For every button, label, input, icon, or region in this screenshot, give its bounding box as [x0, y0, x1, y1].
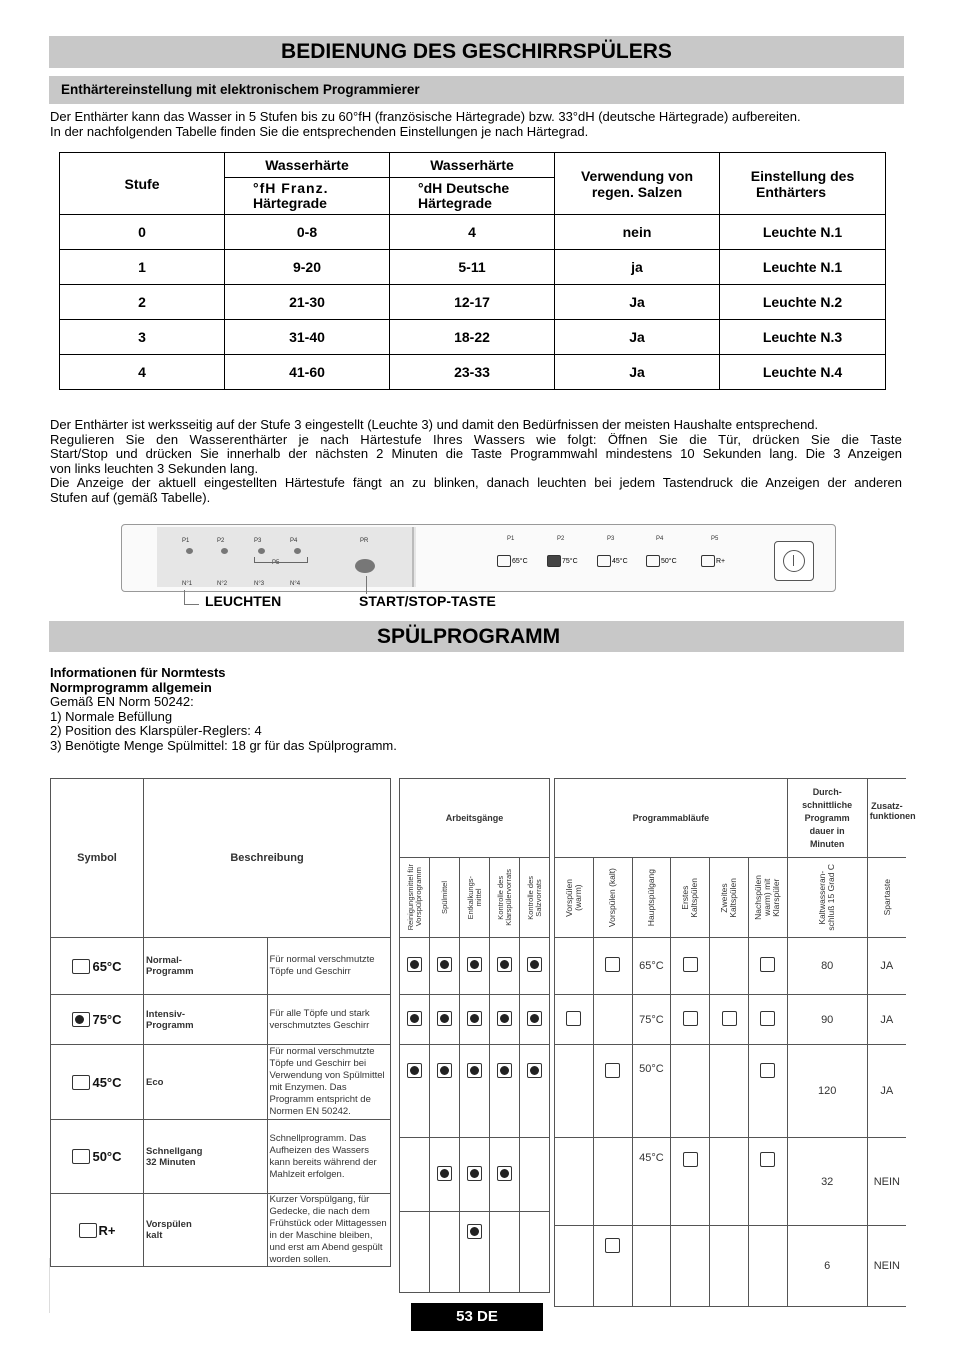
header-einst-line: Einstellung des: [750, 167, 855, 184]
program-name: Schnellgang 32 Minuten: [144, 1120, 268, 1194]
arbeitsgang-label: Entkalkungs- mittel: [465, 875, 483, 920]
arbeitsgang-cell: [490, 995, 520, 1045]
panel-divider: [412, 527, 414, 587]
table-row: [60, 285, 886, 320]
arbeitsgang-cell: [430, 1138, 460, 1212]
arbeitsgang-cell: [490, 1138, 520, 1212]
checkmark-icon: [467, 957, 482, 972]
program-icon: [497, 555, 511, 567]
table-row: [555, 1138, 907, 1226]
ablauf-header: [632, 858, 671, 938]
empty-box-icon: [760, 957, 775, 972]
program-description: Schnellprogramm. Das Aufheizen des Wassers kann bereits während der Mahlzeit erfolgen.: [267, 1120, 391, 1194]
arbeitsgang-header: [400, 858, 430, 938]
arbeitsgang-label: Reinigungsmittel für Vorspülprogramm: [405, 864, 423, 931]
power-icon: [783, 550, 805, 572]
program-symbol-icon: [72, 1075, 90, 1090]
table-cell: Ja: [555, 320, 720, 355]
table-cell: nein: [555, 215, 720, 250]
led-label: P4: [290, 538, 298, 544]
header-dauer: Durch- schnittliche Programm dauer in Minuten: [787, 779, 867, 858]
program-table-description: [50, 778, 391, 1267]
symbol-cell: [51, 995, 144, 1045]
header-fh-line: Härtegrade: [253, 195, 327, 211]
empty-box-icon: [605, 957, 620, 972]
table-row: [51, 995, 391, 1045]
table-row: [400, 1138, 550, 1212]
start-stop-button[interactable]: [355, 559, 375, 573]
header-wasserhaerte-fh: Wasserhärte: [225, 153, 390, 178]
arbeitsgang-cell: [400, 938, 430, 995]
header-wasserhaerte-dh: Wasserhärte: [390, 153, 555, 178]
ablauf-label: Hauptspülgang: [645, 868, 656, 927]
ablauf-cell: [671, 1138, 710, 1226]
program-temp: 75°C: [562, 558, 578, 565]
program-description: Für normal verschmutzte Töpfe und Geschirr: [267, 938, 391, 995]
arbeitsgang-cell: [430, 938, 460, 995]
arbeitsgang-cell: [430, 1212, 460, 1293]
header-dh-units: [390, 178, 555, 215]
table-row: [51, 1194, 391, 1267]
leuchten-pointer: [184, 590, 199, 605]
norm-line: 3) Benötigte Menge Spülmittel: 18 gr für das Spülprogramm.: [50, 737, 397, 753]
table-row: [400, 779, 550, 858]
program-temp: 65°C: [512, 558, 528, 565]
body-text: [50, 418, 902, 505]
ablauf-header: [593, 858, 632, 938]
ablauf-cell: [671, 1226, 710, 1307]
table-cell: Ja: [555, 355, 720, 390]
ablauf-label: Zweites Kaltspülen: [719, 877, 739, 918]
led-number: N°1: [182, 581, 193, 587]
table-row: [555, 995, 907, 1045]
ablauf-header: [671, 858, 710, 938]
empty-box-icon: [683, 1152, 698, 1167]
program-symbol-icon: [72, 1149, 90, 1164]
ablauf-label: Vorspülen (warm): [563, 878, 583, 917]
table-row: [400, 858, 550, 938]
table-cell: 9-20: [225, 250, 390, 285]
checkmark-icon: [527, 1011, 542, 1026]
table-row: [60, 250, 886, 285]
header-arbeitsgaenge: Arbeitsgänge: [400, 779, 550, 858]
checkmark-icon: [437, 957, 452, 972]
arbeitsgang-cell: [460, 1212, 490, 1293]
header-einstellung: [720, 153, 886, 215]
ablauf-cell: [671, 995, 710, 1045]
symbol-cell: [51, 938, 144, 995]
program-name: Eco: [144, 1045, 268, 1120]
program-temp: 45°C: [612, 558, 628, 565]
table-cell: 41-60: [225, 355, 390, 390]
program-description: Für normal verschmutzte Töpfe und Geschirr bei Verwendung von Spülmittel mit Enzymen. Das Programm entspricht de Normen EN 50242.: [267, 1045, 391, 1120]
program-table-ablaeufe: [554, 778, 916, 1307]
ablauf-cell: [593, 995, 632, 1045]
arbeitsgang-cell: [520, 1212, 550, 1293]
table-cell: 2: [60, 285, 225, 320]
program-icon: [597, 555, 611, 567]
led-indicator: [186, 548, 193, 554]
ablauf-cell: [593, 1045, 632, 1138]
header-dh-line: °dH Deutsche: [418, 180, 510, 196]
header-fh-line: °fH Franz.: [253, 180, 329, 196]
arbeitsgang-label: Spülmittel: [439, 881, 449, 914]
table-row: [400, 938, 550, 995]
power-button[interactable]: [774, 541, 814, 581]
program-duration: 6: [787, 1226, 867, 1307]
program-symbol-icon: [72, 1012, 90, 1027]
table-row: [555, 858, 907, 938]
main-wash-temp: 65°C: [639, 960, 664, 972]
table-cell: 0-8: [225, 215, 390, 250]
ablauf-cell: [593, 1138, 632, 1226]
ablauf-cell: [593, 938, 632, 995]
table-row: [555, 1226, 907, 1307]
program-description: Für alle Töpfe und stark verschmutztes Geschirr: [267, 995, 391, 1045]
checkmark-icon: [407, 1011, 422, 1026]
main-wash-temp: 50°C: [639, 1063, 664, 1075]
led-label: P1: [182, 538, 190, 544]
table-cell: 5-11: [390, 250, 555, 285]
program-symbol-temp: 45°C: [92, 1074, 122, 1090]
arbeitsgang-cell: [400, 1212, 430, 1293]
table-cell: 3: [60, 320, 225, 355]
table-cell: 1: [60, 250, 225, 285]
header-einst-line: Enthärters: [756, 183, 827, 200]
table-cell: Leuchte N.1: [720, 250, 886, 285]
ablauf-cell: [710, 995, 749, 1045]
program-label: P2: [557, 536, 565, 542]
p5-label: P5: [272, 560, 280, 566]
ablauf-label: Erstes Kaltspülen: [680, 877, 700, 918]
ablauf-cell: [555, 938, 594, 995]
ablauf-cell: [748, 1045, 787, 1138]
program-symbol-temp: 50°C: [92, 1149, 122, 1164]
program-duration: 120: [787, 1045, 867, 1138]
main-wash-temp: 45°C: [639, 1152, 664, 1164]
empty-box-icon: [760, 1063, 775, 1078]
table-row: [400, 1212, 550, 1293]
ablauf-cell: [748, 938, 787, 995]
pr-label: PR: [360, 538, 369, 544]
program-symbol-temp: 65°C: [92, 958, 122, 974]
zusatz-label: Spartaste: [881, 879, 892, 916]
ablauf-cell: [748, 995, 787, 1045]
table-cell: Leuchte N.1: [720, 215, 886, 250]
empty-box-icon: [566, 1011, 581, 1026]
table-cell: 21-30: [225, 285, 390, 320]
arbeitsgang-cell: [430, 995, 460, 1045]
arbeitsgang-cell: [490, 1045, 520, 1138]
program-name: Normal- Programm: [144, 938, 268, 995]
table-cell: Leuchte N.2: [720, 285, 886, 320]
table-cell: 4: [390, 215, 555, 250]
table-row: [400, 1045, 550, 1138]
norm-line: 1) Normale Befüllung: [50, 708, 173, 724]
ablauf-cell: [710, 1138, 749, 1226]
program-name: Vorspülen kalt: [144, 1194, 268, 1267]
body-line: Regulieren Sie den Wasserenthärter je nach Härtestufe Ihres Wassers wie folgt: Öffnen Sie die Tür, drücken Sie die Taste: [50, 431, 902, 447]
program-temp: 50°C: [661, 558, 677, 565]
led-label: P2: [217, 538, 225, 544]
checkmark-icon: [437, 1011, 452, 1026]
table-cell: 12-17: [390, 285, 555, 320]
section-title-bar-2: [49, 621, 904, 652]
program-icon: [701, 555, 715, 567]
checkmark-icon: [437, 1166, 452, 1181]
program-duration: 90: [787, 995, 867, 1045]
table-cell: 18-22: [390, 320, 555, 355]
checkmark-icon: [497, 1063, 512, 1078]
ablauf-cell: [632, 995, 671, 1045]
table-row: [400, 995, 550, 1045]
body-line: Der Enthärter ist werksseitig auf der Stufe 3 eingestellt (Leuchte 3) und damit den Bedürfnissen der meisten Haushalte entsprechend.: [50, 417, 819, 432]
body-line: von links leuchten 3 Sekunden lang.: [50, 460, 259, 476]
table-cell: Leuchte N.3: [720, 320, 886, 355]
header-stufe: Stufe: [60, 153, 225, 215]
header-programmablaeufe: Programmabläufe: [555, 779, 788, 858]
table-cell: 31-40: [225, 320, 390, 355]
left-edge-line: [49, 1258, 50, 1313]
page-number: 53 DE: [411, 1303, 543, 1331]
led-number: N°2: [217, 581, 228, 587]
checkmark-icon: [467, 1063, 482, 1078]
led-indicator: [258, 548, 265, 554]
program-sparfunktion: JA: [867, 995, 906, 1045]
program-label: P4: [656, 536, 664, 542]
arbeitsgang-cell: [490, 1212, 520, 1293]
ablauf-cell: [671, 1045, 710, 1138]
empty-box-icon: [683, 957, 698, 972]
checkmark-icon: [407, 957, 422, 972]
ablauf-header: [748, 858, 787, 938]
ablauf-cell: [710, 1226, 749, 1307]
checkmark-icon: [467, 1166, 482, 1181]
arbeitsgang-cell: [400, 1138, 430, 1212]
section-title: BEDIENUNG DES GESCHIRRSPÜLERS: [281, 40, 672, 63]
header-zusatz: Zusatz- funktionen: [867, 779, 906, 858]
empty-box-icon: [605, 1063, 620, 1078]
program-table-arbeitsgaenge: [399, 778, 550, 1293]
symbol-cell: [51, 1194, 144, 1267]
checkmark-icon: [407, 1063, 422, 1078]
arbeitsgang-cell: [400, 1045, 430, 1138]
table-row: [51, 1045, 391, 1120]
body-line: Stufen auf (gemäß Tabelle).: [50, 489, 211, 505]
program-table: [50, 778, 916, 1272]
control-panel: [121, 524, 836, 592]
program-icon: [646, 555, 660, 567]
arbeitsgang-cell: [460, 1138, 490, 1212]
led-indicator: [294, 548, 301, 554]
ablauf-cell: [748, 1138, 787, 1226]
arbeitsgang-label: Kontrolle des Klarspülervorrats: [495, 869, 513, 926]
program-icon: [547, 555, 561, 567]
led-label: P3: [254, 538, 262, 544]
checkmark-icon: [497, 1166, 512, 1181]
symbol-cell: [51, 1045, 144, 1120]
program-label: P1: [507, 536, 515, 542]
norm-line: 2) Position des Klarspüler-Reglers: 4: [50, 723, 262, 738]
empty-box-icon: [683, 1011, 698, 1026]
table-row: [555, 1045, 907, 1138]
norm-heading: Normprogramm allgemein: [50, 679, 212, 695]
ablauf-cell: [555, 1138, 594, 1226]
header-salz-line: Verwendung von: [580, 167, 693, 184]
symbol-cell: [51, 1120, 144, 1194]
ablauf-cell: [710, 938, 749, 995]
header-description: Beschreibung: [144, 779, 391, 938]
table-cell: Ja: [555, 285, 720, 320]
table-row: [555, 779, 907, 858]
table-cell: 4: [60, 355, 225, 390]
ablauf-header: [555, 858, 594, 938]
program-duration: 80: [787, 938, 867, 995]
program-name: Intensiv- Programm: [144, 995, 268, 1045]
table-cell: Leuchte N.4: [720, 355, 886, 390]
arbeitsgang-cell: [460, 938, 490, 995]
p5-bracket: [254, 557, 308, 563]
empty-box-icon: [760, 1011, 775, 1026]
intro-text: [50, 110, 910, 139]
table-row: [51, 1120, 391, 1194]
start-stop-caption: START/STOP-TASTE: [359, 593, 496, 609]
checkmark-icon: [527, 957, 542, 972]
arbeitsgang-header: [490, 858, 520, 938]
arbeitsgang-cell: [520, 938, 550, 995]
body-line: Start/Stop und drücken Sie innerhalb der nächsten 2 Minuten die Taste Programmwahl mindestens 10 Sekunden lang. Die 3 Anzeigen: [50, 446, 902, 461]
table-row: [60, 355, 886, 390]
header-salz-line: regen. Salzen: [591, 183, 683, 200]
program-sparfunktion: NEIN: [867, 1226, 906, 1307]
ablauf-label: Nachspülen warm) mit Klarspüler: [753, 875, 782, 920]
table-row: [555, 938, 907, 995]
arbeitsgang-cell: [460, 995, 490, 1045]
empty-box-icon: [760, 1152, 775, 1167]
program-symbol-icon: [72, 959, 90, 974]
led-number: N°4: [290, 581, 301, 587]
empty-box-icon: [605, 1238, 620, 1253]
led-number: N°3: [254, 581, 265, 587]
ablauf-cell: [632, 938, 671, 995]
body-line: Die Anzeige der aktuell eingestellten Härtestufe fängt an zu blinken, danach leuchten bei jedem Tastendruck die Anzeigen der anderen: [50, 475, 902, 490]
arbeitsgang-header: [430, 858, 460, 938]
dauer-label: Kaltwasseran- schluß 15 Grad C: [817, 864, 837, 931]
norm-line: Gemäß EN Norm 50242:: [50, 694, 194, 709]
checkmark-icon: [467, 1011, 482, 1026]
program-temp: R+: [716, 558, 726, 565]
ablauf-cell: [555, 995, 594, 1045]
program-symbol-temp: 75°C: [92, 1012, 122, 1027]
ablauf-cell: [555, 1045, 594, 1138]
header-dh-line: Härtegrade: [418, 195, 492, 211]
intro-line: In der nachfolgenden Tabelle finden Sie die entsprechenden Einstellungen je nach Härtegrad.: [50, 123, 589, 139]
subsection-title-bar: [49, 76, 904, 104]
arbeitsgang-cell: [400, 995, 430, 1045]
checkmark-icon: [437, 1063, 452, 1078]
led-indicator: [221, 548, 228, 554]
ablauf-cell: [748, 1226, 787, 1307]
table-cell: 23-33: [390, 355, 555, 390]
intro-line: Der Enthärter kann das Wasser in 5 Stufen bis zu 60°fH (französische Härtegrade) bzw. 33°dH (deutsche Härtegrade) aufbereiten.: [50, 109, 801, 124]
empty-box-icon: [722, 1011, 737, 1026]
header-symbol: Symbol: [51, 779, 144, 938]
section-title-bar: [49, 36, 904, 68]
arbeitsgang-header: [520, 858, 550, 938]
arbeitsgang-cell: [520, 1138, 550, 1212]
arbeitsgang-cell: [460, 1045, 490, 1138]
ablauf-cell: [632, 1138, 671, 1226]
subsection-title: Enthärtereinstellung mit elektronischem Programmierer: [61, 82, 420, 97]
table-row: [60, 215, 886, 250]
hardness-table: [59, 152, 886, 390]
table-row: [60, 320, 886, 355]
program-sparfunktion: JA: [867, 938, 906, 995]
ablauf-cell: [710, 1045, 749, 1138]
checkmark-icon: [527, 1063, 542, 1078]
norm-heading: Informationen für Normtests: [50, 665, 226, 680]
ablauf-cell: [593, 1226, 632, 1307]
ablauf-cell: [632, 1045, 671, 1138]
main-wash-temp: 75°C: [639, 1013, 664, 1026]
header-salz: [555, 153, 720, 215]
norm-info: [50, 666, 650, 753]
program-sparfunktion: JA: [867, 1045, 906, 1138]
button-pointer: [366, 576, 367, 594]
ablauf-cell: [555, 1226, 594, 1307]
arbeitsgang-cell: [520, 1045, 550, 1138]
table-cell: 0: [60, 215, 225, 250]
ablauf-label: Vorspülen (kalt): [607, 867, 618, 928]
table-row: [51, 938, 391, 995]
zusatz-subheader: [867, 858, 906, 938]
arbeitsgang-label: Kontrolle des Salzvorrats: [525, 875, 543, 920]
ablauf-cell: [632, 1226, 671, 1307]
checkmark-icon: [497, 957, 512, 972]
program-symbol-icon: [79, 1223, 97, 1238]
section-title-2: SPÜLPROGRAMM: [377, 625, 561, 648]
header-fh-units: [225, 178, 390, 215]
checkmark-icon: [467, 1224, 482, 1239]
arbeitsgang-cell: [520, 995, 550, 1045]
table-row: [51, 779, 391, 938]
program-duration: 32: [787, 1138, 867, 1226]
ablauf-header: [710, 858, 749, 938]
program-symbol-temp: R+: [98, 1222, 116, 1238]
checkmark-icon: [497, 1011, 512, 1026]
arbeitsgang-cell: [490, 938, 520, 995]
program-label: P3: [607, 536, 615, 542]
table-cell: ja: [555, 250, 720, 285]
leuchten-caption: LEUCHTEN: [205, 593, 282, 609]
arbeitsgang-header: [460, 858, 490, 938]
program-sparfunktion: NEIN: [867, 1138, 906, 1226]
ablauf-cell: [671, 938, 710, 995]
dauer-subheader: [787, 858, 867, 938]
program-description: Kurzer Vorspülgang, für Gedecke, die nach dem Frühstück oder Mittagessen in der Maschine bleiben, und erst am Abend gespült worden sollen.: [267, 1194, 391, 1267]
program-label: P5: [711, 536, 719, 542]
arbeitsgang-cell: [430, 1045, 460, 1138]
